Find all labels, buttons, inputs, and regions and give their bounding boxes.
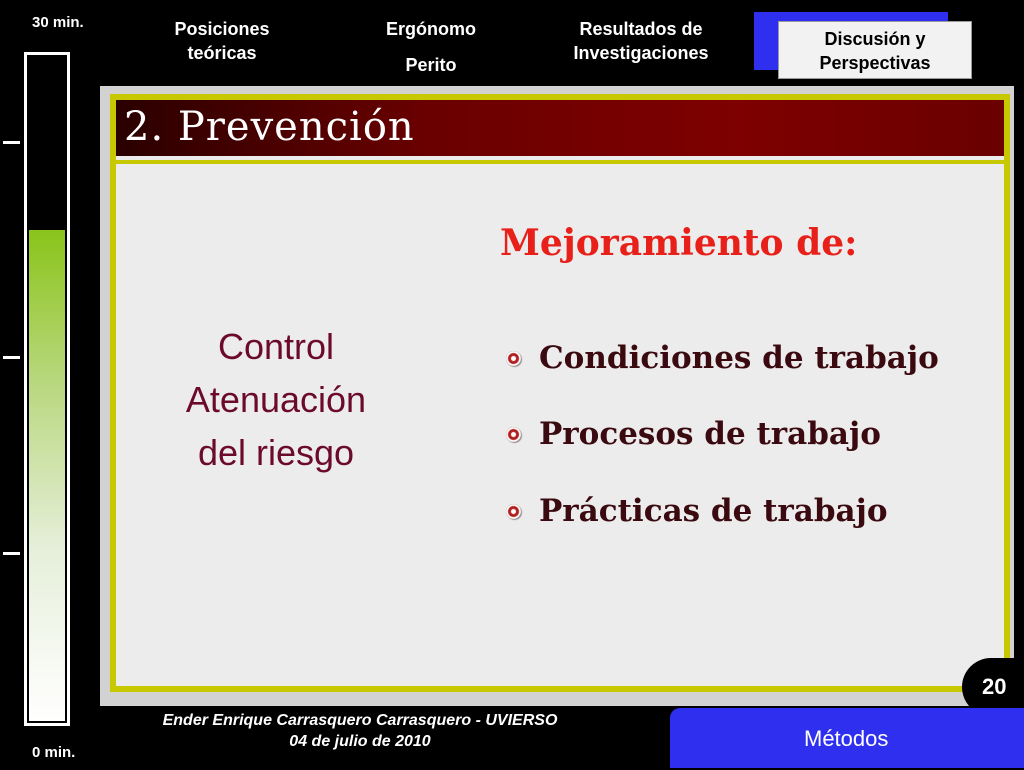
- footer-credits: [148, 710, 572, 752]
- timer-max-label: 30 min.: [32, 14, 84, 31]
- timer-fill: [29, 230, 65, 721]
- page-number: 20: [962, 658, 1024, 716]
- bullet-item: [506, 340, 939, 376]
- bullet-label: Condiciones de trabajo: [539, 340, 939, 376]
- footer-author: Ender Enrique Carrasquero Carrasquero - UVIERSO: [162, 712, 558, 729]
- mejoramiento-heading: Mejoramiento de:: [500, 222, 858, 264]
- metodos-button[interactable]: Métodos: [670, 708, 1024, 768]
- nav-perito[interactable]: Perito: [405, 55, 457, 75]
- bullet-label: Procesos de trabajo: [539, 416, 881, 452]
- nav-resultados-investigaciones[interactable]: Resultados de Investigaciones: [573, 19, 709, 63]
- timer-tick: [3, 356, 20, 359]
- control-line: Control: [217, 326, 335, 367]
- timer-min-label: 0 min.: [32, 744, 76, 761]
- nav-ergonomo[interactable]: Ergónomo: [386, 19, 476, 39]
- riesgo-line: del riesgo: [197, 432, 355, 473]
- timer-tick: [3, 552, 20, 555]
- bullet-label: Prácticas de trabajo: [539, 493, 888, 529]
- bullet-item: [506, 416, 881, 452]
- slide-title: 2. Prevención: [124, 104, 415, 150]
- spiral-bullet-icon: [506, 351, 521, 366]
- nav-posiciones-teoricas[interactable]: Posiciones teóricas: [174, 19, 270, 63]
- timer-bar: [24, 52, 70, 726]
- bullet-item: [506, 493, 888, 529]
- spiral-bullet-icon: [506, 504, 521, 519]
- spiral-bullet-icon: [506, 427, 521, 442]
- title-divider: [116, 160, 1004, 164]
- nav-discusion-perspectivas[interactable]: Discusión y Perspectivas: [778, 21, 972, 79]
- timer-tick: [3, 141, 20, 144]
- atenuacion-line: Atenuación: [185, 379, 367, 420]
- control-text-block: [150, 320, 402, 479]
- footer-date: 04 de julio de 2010: [289, 733, 431, 750]
